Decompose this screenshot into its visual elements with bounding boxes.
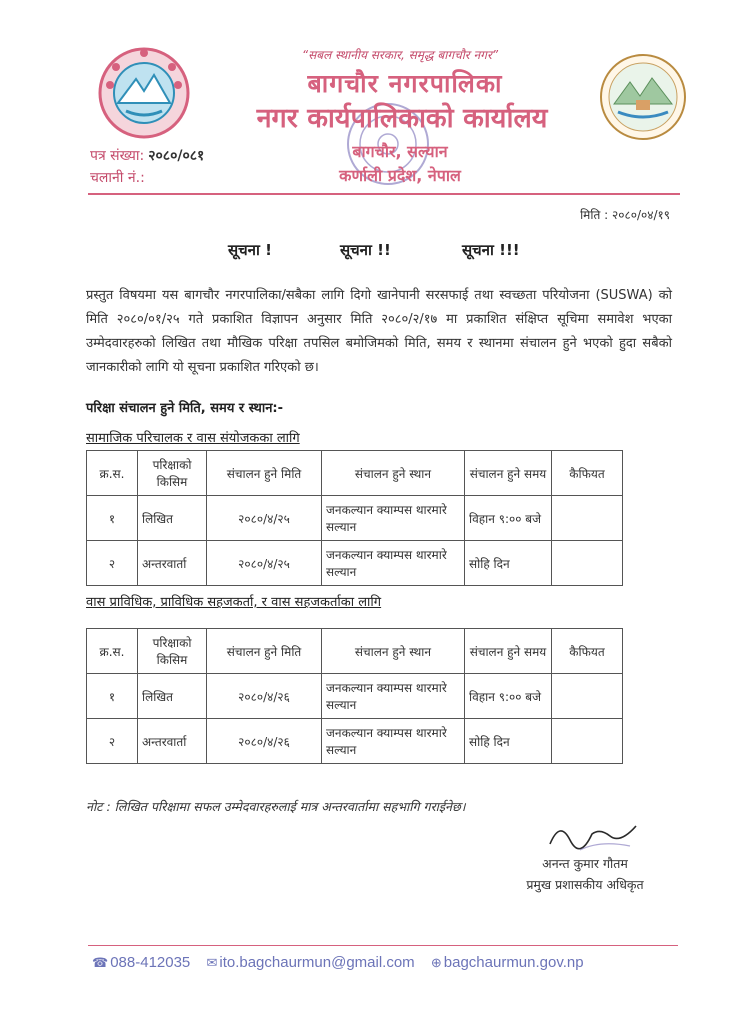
cell-sn: २ [87,541,138,586]
col-header-remarks: कैफियत [552,451,623,496]
exam-schedule-heading: परिक्षा संचालन हुने मिति, समय र स्थान:- [86,401,284,416]
address-line1: बागचौर, सल्यान [352,142,448,161]
col-header-date: संचालन हुने मिति [207,451,322,496]
office-name: नगर कार्यपालिकाको कार्यालय [256,103,548,134]
signature-image [540,810,650,860]
cell-date: २०८०/४/२५ [207,541,322,586]
cell-remarks [552,674,623,719]
cell-date: २०८०/४/२६ [207,719,322,764]
cell-type: लिखित [138,674,207,719]
cell-sn: १ [87,496,138,541]
footer-email[interactable] [206,954,414,971]
table-row [87,541,623,586]
cell-date: २०८०/४/२५ [207,496,322,541]
footer-phone[interactable] [92,954,190,971]
cell-remarks [552,496,623,541]
dispatch-number: चलानी नं.: [90,170,145,186]
col-header-place: संचालन हुने स्थान [322,629,465,674]
col-header-type: परिक्षाको किसिम [138,451,207,496]
reference-value: २०८०/०८१ [148,148,205,164]
signatory-title: प्रमुख प्रशासकीय अधिकृत [526,877,644,892]
table-row [87,496,623,541]
table-row [87,674,623,719]
cell-time: विहान ९:०० बजे [465,674,552,719]
cell-date: २०८०/४/२६ [207,674,322,719]
mail-icon: ✉ [206,955,218,970]
footer-website[interactable] [431,954,584,971]
notice-heading-2: सूचना !! [340,241,391,259]
address-line2: कर्णाली प्रदेश, नेपाल [339,166,461,185]
signatory-name: अनन्त कुमार गौतम [542,856,628,871]
letter-date: मिति : २०८०/०४/१९ [580,208,670,222]
col-header-remarks: कैफियत [552,629,623,674]
footer-contact [92,954,682,971]
table-header-row [87,451,623,496]
section-title: वास प्राविधिक, प्राविधिक सहजकर्ता, र वास सहजकर्ताका लागि [86,595,382,610]
phone-icon: ☎ [92,955,109,970]
footer-divider [88,945,678,946]
exam-table [86,628,623,764]
table-header-row [87,629,623,674]
cell-sn: २ [87,719,138,764]
header-divider [88,193,680,195]
cell-type: अन्तरवार्ता [138,541,207,586]
cell-place: जनकल्यान क्याम्पस थारमारे सल्यान [322,496,465,541]
reference-number [90,146,204,165]
col-header-time: संचालन हुने समय [465,451,552,496]
exam-table [86,450,623,586]
nepal-emblem-logo [96,45,192,141]
cell-sn: १ [87,674,138,719]
cell-remarks [552,719,623,764]
col-header-sn: क्र.स. [87,451,138,496]
col-header-date: संचालन हुने मिति [207,629,322,674]
email-address: ito.bagchaurmun@gmail.com [219,954,415,971]
slogan: “सबल स्थानीय सरकार, समृद्ध बागचौर नगर” [301,48,499,62]
cell-time: विहान ९:०० बजे [465,496,552,541]
notice-body: प्रस्तुत विषयमा यस बागचौर नगरपालिका/सबैका लागि दिगो खानेपानी सरसफाई तथा स्वच्छता परियोजना (SUSWA) को मिति २०८०/०१/२५ गते प्रकाशित विज्ञापन अनुसार मिति २०८०/२/१७ मा प्रकाशित संक्षिप्त सूचिमा समावेश भएका उम्मेदवारहरुको लिखित तथा मौखिक परिक्षा तपसिल बमोजिमको मिति, समय र स्थानमा संचालन हुने भएको हुदा सबैको जानकारीको लागि यो सूचना प्रकाशित गरिएको छ। [86,288,672,375]
cell-remarks [552,541,623,586]
cell-time: सोहि दिन [465,719,552,764]
cell-place: जनकल्यान क्याम्पस थारमारे सल्यान [322,674,465,719]
cell-type: अन्तरवार्ता [138,719,207,764]
cell-place: जनकल्यान क्याम्पस थारमारे सल्यान [322,541,465,586]
cell-place: जनकल्यान क्याम्पस थारमारे सल्यान [322,719,465,764]
phone-number: 088-412035 [110,954,191,971]
notice-heading-1: सूचना ! [228,241,272,259]
note-text: नोट : लिखित परिक्षामा सफल उम्मेदवारहरुलाई मात्र अन्तरवार्तामा सहभागि गराईनेछ। [86,799,466,814]
notice-heading-3: सूचना !!! [462,241,520,259]
section-title: सामाजिक परिचालक र वास संयोजकका लागि [86,431,300,446]
cell-type: लिखित [138,496,207,541]
globe-icon: ⊕ [430,955,442,970]
org-name: बागचौर नगरपालिका [307,69,503,98]
col-header-sn: क्र.स. [87,629,138,674]
table-row [87,719,623,764]
reference-label: पत्र संख्या: [90,148,145,164]
col-header-type: परिक्षाको किसिम [138,629,207,674]
website-url: bagchaurmun.gov.np [443,954,584,971]
col-header-time: संचालन हुने समय [465,629,552,674]
cell-time: सोहि दिन [465,541,552,586]
col-header-place: संचालन हुने स्थान [322,451,465,496]
